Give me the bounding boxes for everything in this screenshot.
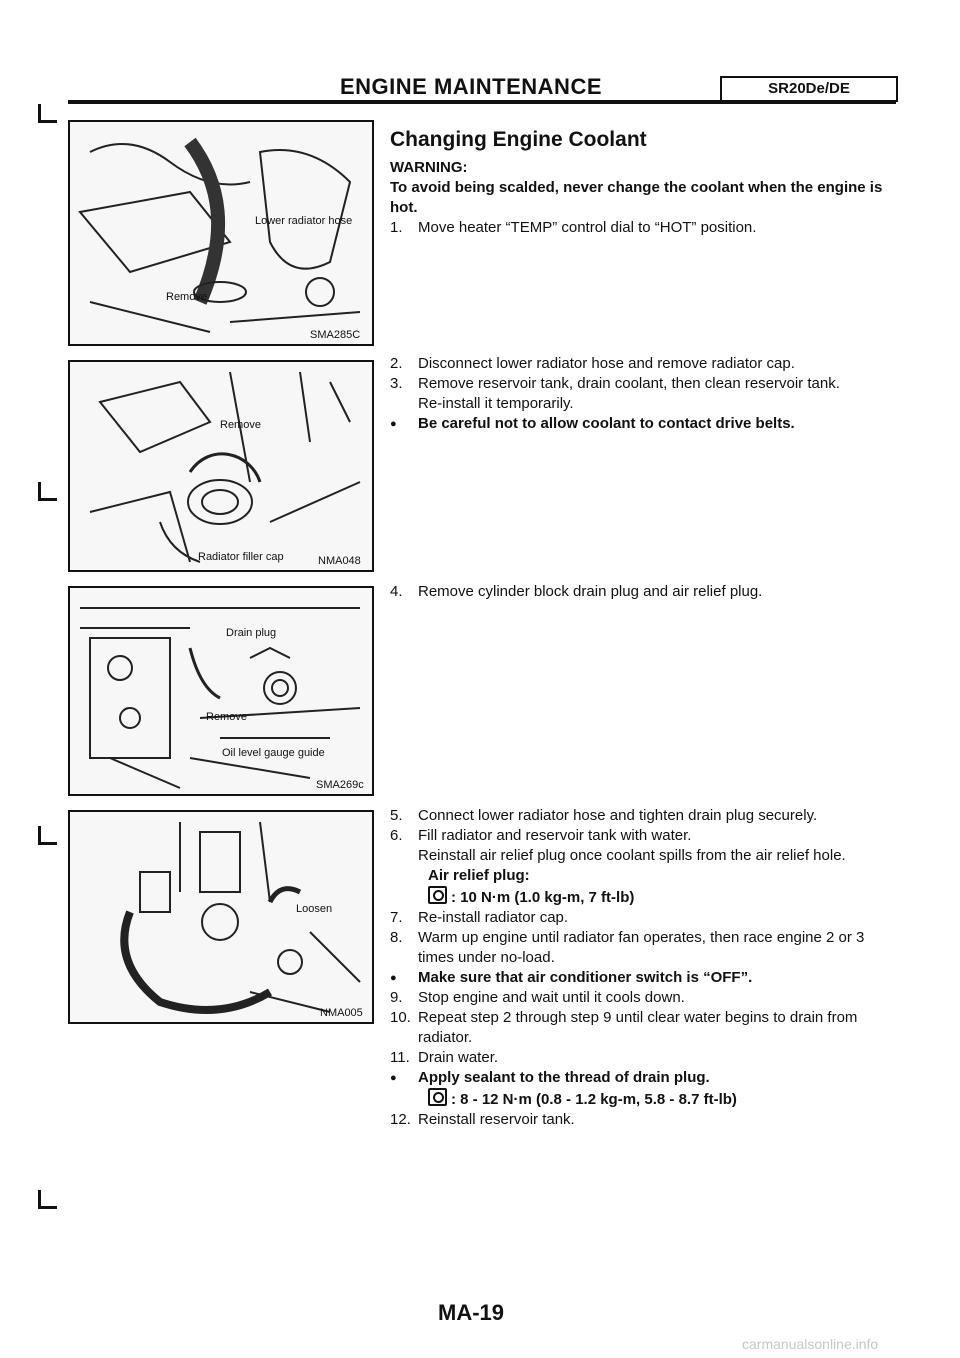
caution-bullet: ● Make sure that air conditioner switch is “OFF”. (390, 968, 902, 988)
figure-radiator-filler-cap (68, 360, 374, 572)
caution-bullet: ● Apply sealant to the thread of drain plug. (390, 1068, 902, 1088)
header-divider (68, 100, 896, 104)
torque-wrench-icon (428, 1088, 447, 1106)
step-10: 10. Repeat step 2 through step 9 until clear water begins to drain from radiator. (390, 1009, 858, 1046)
step-3-note: Re-install it temporarily. (418, 395, 574, 412)
label-remove: Remove (166, 291, 207, 303)
torque-spec: : 10 N·m (1.0 kg-m, 7 ft-lb) (390, 886, 902, 908)
margin-mark (38, 104, 57, 123)
label-remove: Remove (220, 419, 261, 431)
warning-text: To avoid being scalded, never change the coolant when the engine is hot. (390, 179, 883, 216)
section-title: Changing Engine Coolant (390, 128, 647, 151)
step-7: 7. Re-install radiator cap. (390, 909, 569, 926)
figure-id: NMA005 (320, 1007, 363, 1019)
model-badge: SR20De/DE (720, 76, 898, 102)
footer-watermark-link[interactable]: carmanualsonline.info (742, 1336, 879, 1352)
margin-mark (38, 826, 57, 845)
step-8: 8. Warm up engine until radiator fan operates, then race engine 2 or 3 times under no-load. (390, 929, 865, 966)
spec-label: Air relief plug: (428, 867, 530, 884)
label-oil-level-gauge-guide: Oil level gauge guide (222, 747, 325, 759)
label-loosen: Loosen (296, 903, 333, 915)
figure-id: SMA285C (310, 329, 361, 341)
steps-5-12 (390, 806, 902, 1130)
step-5: 5. Connect lower radiator hose and tighten drain plug securely. (390, 807, 818, 824)
step-6: 6. Fill radiator and reservoir tank with water. (390, 827, 692, 844)
step-9: 9. Stop engine and wait until it cools down. (390, 989, 685, 1006)
engine-illustration-1 (70, 122, 372, 344)
margin-mark (38, 1190, 57, 1209)
label-lower-radiator: Lower radiator hose (255, 215, 353, 227)
step-4: 4. Remove cylinder block drain plug and air relief plug. (390, 583, 763, 600)
torque-wrench-icon (428, 886, 447, 904)
engine-illustration-2 (70, 362, 372, 570)
figure-id: NMA048 (318, 555, 361, 567)
figure-air-relief-plug (68, 810, 374, 1024)
label-remove: Remove (206, 711, 247, 723)
caution-bullet: ● Be careful not to allow coolant to contact drive belts. (390, 414, 902, 434)
step-12: 12. Reinstall reservoir tank. (390, 1111, 575, 1128)
step-6-note: Reinstall air relief plug once coolant spills from the air relief hole. (418, 847, 846, 864)
step-2: 2. Disconnect lower radiator hose and remove radiator cap. (390, 355, 795, 372)
margin-mark (38, 482, 57, 501)
figure-id: SMA269c (316, 779, 364, 791)
section-intro (390, 130, 902, 238)
step-3: 3. Remove reservoir tank, drain coolant, then clean reservoir tank. (390, 375, 840, 392)
torque-spec: : 8 - 12 N·m (0.8 - 1.2 kg-m, 5.8 - 8.7 ft-lb) (390, 1088, 902, 1110)
warning-heading: WARNING: (390, 159, 468, 176)
label-radiator-filler-cap: Radiator filler cap (198, 551, 284, 563)
page-title: ENGINE MAINTENANCE (340, 74, 603, 99)
step-4-block (390, 582, 902, 602)
engine-illustration-4 (70, 812, 372, 1022)
step-11: 11. Drain water. (390, 1049, 499, 1066)
steps-2-3 (390, 354, 902, 434)
step-1: 1. Move heater “TEMP” control dial to “HOT” position. (390, 219, 757, 236)
figure-drain-plug (68, 586, 374, 796)
engine-illustration-3 (70, 588, 372, 794)
page-number: MA-19 (438, 1300, 505, 1325)
figure-lower-radiator-hose (68, 120, 374, 346)
label-drain-plug: Drain plug (226, 627, 277, 639)
